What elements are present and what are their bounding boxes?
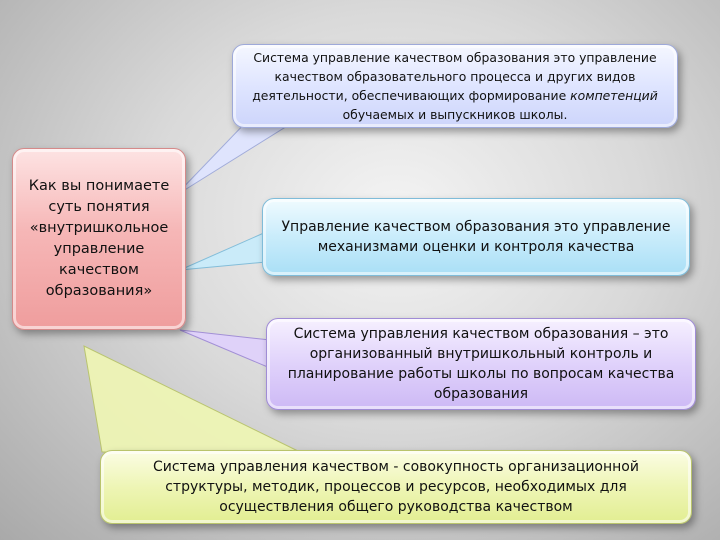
answer-text-1-end: обучаемых и выпускников школы. <box>342 107 568 122</box>
answer-text-1-italic: компетенций <box>570 88 658 103</box>
answer-text-4: Система управления качеством - совокупность организационной структуры, методик, процессов и ресурсов, необходимых для осуществления общего руководства качеством <box>153 459 639 515</box>
answer-box-2 <box>262 198 690 276</box>
answer-text-1 <box>245 48 665 124</box>
answer-text-3: Система управления качеством образования – это организованный внутришкольный контроль и планирование работы школы по вопросам качества образования <box>287 326 675 402</box>
question-box <box>12 148 186 330</box>
callout-tail-a1 <box>175 118 300 196</box>
answer-box-3 <box>266 318 696 410</box>
question-text: Как вы понимаете суть понятия «внутришкольное управление качеством образования» <box>28 178 170 299</box>
callout-tail-a3 <box>180 330 270 368</box>
answer-box-4 <box>100 450 692 524</box>
answer-text-1-main: Система управление качеством образования это управление качеством образовательного процесса и других видов деятельности, обеспечивающих формирование <box>252 50 657 103</box>
callout-tail-a2 <box>180 232 266 270</box>
answer-text-2: Управление качеством образования это управление механизмами оценки и контроля качества <box>281 219 671 255</box>
answer-box-1 <box>232 44 678 128</box>
